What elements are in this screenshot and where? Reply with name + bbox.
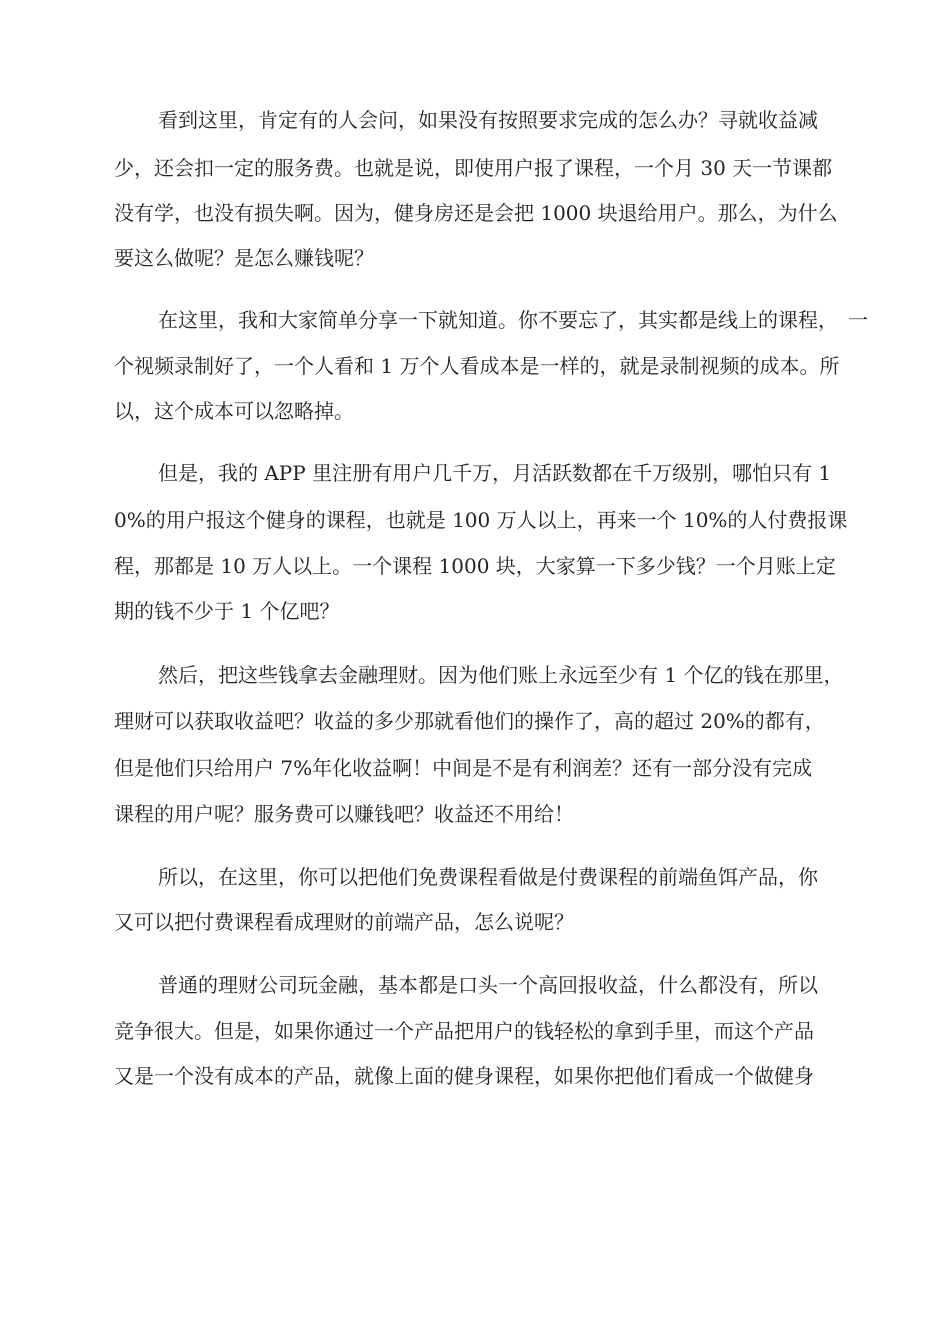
paragraph-line: 在这里，我和大家简单分享一下就知道。你不要忘了，其实都是线上的课程， 一 — [158, 308, 868, 332]
paragraph-line: 以，这个成本可以忽略掉。 — [114, 399, 354, 423]
paragraph-line: 理财可以获取收益吧？收益的多少那就看他们的操作了，高的超过 20%的都有， — [114, 709, 825, 733]
paragraph-line: 程，那都是 10 万人以上。一个课程 1000 块，大家算一下多少钱？一个月账上定 — [114, 554, 836, 578]
paragraph-line: 竞争很大。但是，如果你通过一个产品把用户的钱轻松的拿到手里，而这个产品 — [114, 1019, 814, 1043]
paragraph-line: 但是他们只给用户 7%年化收益啊！中间是不是有利润差？还有一部分没有完成 — [114, 756, 813, 780]
paragraph-line: 没有学，也没有损失啊。因为，健身房还是会把 1000 块退给用户。那么，为什么 — [114, 201, 838, 225]
paragraph-line: 要这么做呢？是怎么赚钱呢？ — [114, 246, 374, 270]
paragraph-line: 个视频录制好了，一个人看和 1 万个人看成本是一样的，就是录制视频的成本。所 — [114, 354, 840, 378]
paragraph-line: 普通的理财公司玩金融，基本都是口头一个高回报收益，什么都没有，所以 — [158, 973, 818, 997]
paragraph-line: 看到这里，肯定有的人会问，如果没有按照要求完成的怎么办？寻就收益减 — [158, 108, 818, 132]
paragraph-line: 0%的用户报这个健身的课程，也就是 100 万人以上，再来一个 10%的人付费报课 — [114, 508, 848, 532]
paragraph-line: 又可以把付费课程看成理财的前端产品，怎么说呢？ — [114, 910, 574, 934]
paragraph-line: 又是一个没有成本的产品，就像上面的健身课程，如果你把他们看成一个做健身 — [114, 1064, 814, 1088]
paragraph-line: 期的钱不少于 1 个亿吧？ — [114, 599, 340, 623]
paragraph-line: 少，还会扣一定的服务费。也就是说，即使用户报了课程，一个月 30 天一节课都 — [114, 156, 833, 180]
paragraph-line: 所以，在这里，你可以把他们免费课程看做是付费课程的前端鱼饵产品，你 — [158, 865, 818, 889]
paragraph-line: 课程的用户呢？服务费可以赚钱吧？收益还不用给！ — [114, 802, 574, 826]
paragraph-line: 但是，我的 APP 里注册有用户几千万，月活跃数都在千万级别，哪怕只有 1 — [158, 461, 832, 485]
paragraph-line: 然后，把这些钱拿去金融理财。因为他们账上永远至少有 1 个亿的钱在那里， — [158, 663, 844, 687]
